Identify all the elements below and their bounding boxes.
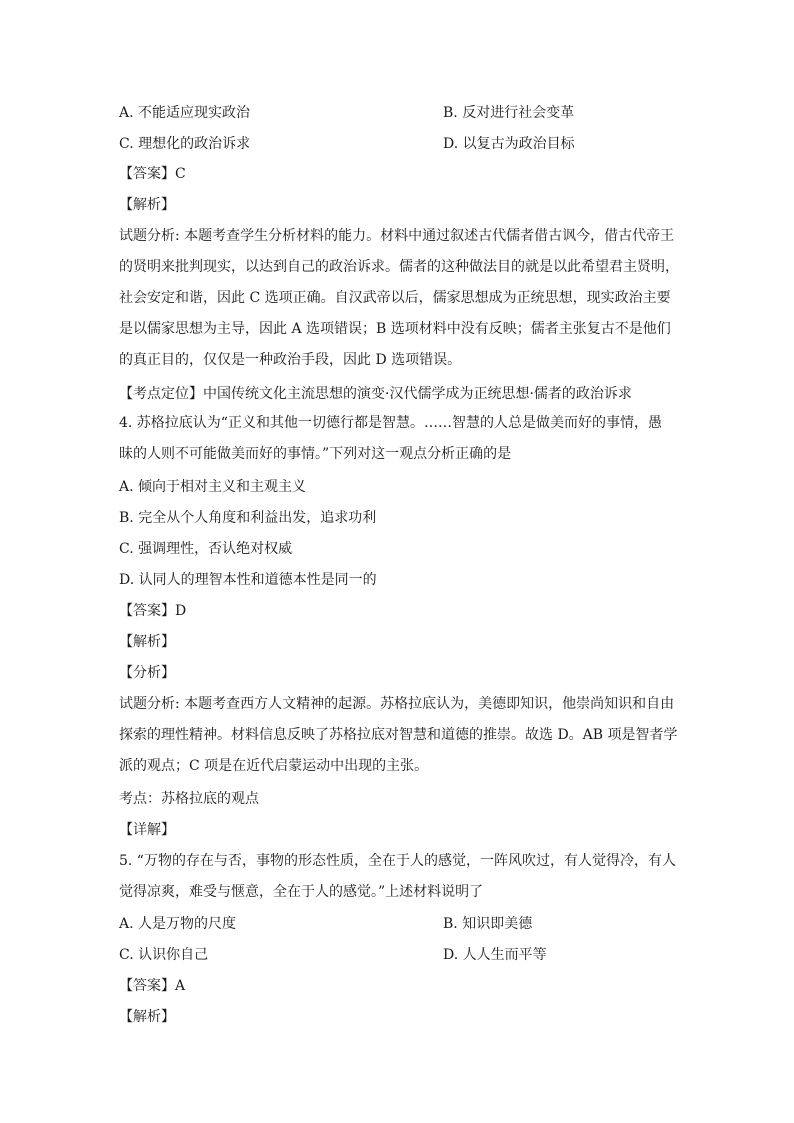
- q4-stem-line: 昧的人则不可能做美而好的事情。”下列对这一观点分析正确的是: [119, 446, 512, 462]
- q5-answer: 【答案】A: [119, 978, 186, 994]
- q3-analysis-line: 试题分析: 本题考查学生分析材料的能力。材料中通过叙述古代儒者借古讽今，借古代帝王: [119, 228, 675, 244]
- q4-analysis-line: 探索的理性精神。材料信息反映了苏格拉底对智慧和道德的推崇。故选 D。AB 项是智者学: [119, 727, 678, 743]
- q3-kaodian: 【考点定位】中国传统文化主流思想的演变·汉代儒学成为正统思想·儒者的政治诉求: [119, 386, 632, 402]
- q3-analysis-line: 是以儒家思想为主导，因此 A 选项错误；B 选项材料中没有反映；儒者主张复古不是他们: [119, 321, 671, 337]
- q5-option-b: B. 知识即美德: [443, 916, 533, 932]
- q3-option-d: D. 以复古为政治目标: [443, 136, 575, 152]
- q4-analysis-text: [119, 689, 679, 782]
- q5-option-d: D. 人人生而平等: [443, 947, 547, 963]
- q4-analysis-line: 试题分析: 本题考查西方人文精神的起源。苏格拉底认为，美德即知识，他崇尚知识和自由: [119, 696, 675, 712]
- q3-analysis-text: [119, 221, 679, 376]
- q4-fenxi-heading: 【分析】: [119, 665, 175, 681]
- q5-analysis-heading: 【解析】: [119, 1009, 175, 1025]
- q3-analysis-heading: 【解析】: [119, 197, 175, 213]
- q5-stem-line: 觉得凉爽，难受与惬意，全在于人的感觉。”上述材料说明了: [119, 884, 484, 900]
- q4-stem: [119, 408, 679, 470]
- q3-answer: 【答案】C: [119, 166, 186, 182]
- q4-option-d: D. 认同人的理智本性和道德本性是同一的: [119, 572, 377, 588]
- q4-option-a: A. 倾向于相对主义和主观主义: [119, 479, 307, 495]
- q3-analysis-line: 社会安定和谐，因此 C 选项正确。自汉武帝以后，儒家思想成为正统思想，现实政治主要: [119, 290, 671, 306]
- q4-option-c: C. 强调理性，否认绝对权威: [119, 541, 293, 557]
- q3-analysis-line: 的真正目的，仅仅是一种政治手段，因此 D 选项错误。: [119, 352, 462, 368]
- q3-option-b: B. 反对进行社会变革: [443, 105, 575, 121]
- q4-kaodian: 考点：苏格拉底的观点: [119, 791, 259, 807]
- q4-answer: 【答案】D: [119, 603, 187, 619]
- q5-stem: [119, 846, 679, 908]
- q3-analysis-line: 的贤明来批判现实，以达到自己的政治诉求。儒者的这种做法目的就是以此希望君主贤明，: [119, 259, 679, 275]
- q4-option-b: B. 完全从个人角度和利益出发，追求功利: [119, 510, 377, 526]
- q5-option-a: A. 人是万物的尺度: [119, 916, 237, 932]
- q5-stem-line: 5. “万物的存在与否，事物的形态性质，全在于人的感觉，一阵风吹过，有人觉得冷，有人: [119, 853, 676, 869]
- q4-analysis-heading: 【解析】: [119, 634, 175, 650]
- q3-option-a: A. 不能适应现实政治: [119, 105, 251, 121]
- q4-xiangjie: 【详解】: [119, 822, 175, 838]
- q4-stem-line: 4. 苏格拉底认为“正义和其他一切德行都是智慧。……智慧的人总是做美而好的事情，愚: [119, 415, 662, 431]
- q3-option-c: C. 理想化的政治诉求: [119, 136, 251, 152]
- q4-analysis-line: 派的观点；C 项是在近代启蒙运动中出现的主张。: [119, 758, 429, 774]
- q5-option-c: C. 认识你自己: [119, 947, 209, 963]
